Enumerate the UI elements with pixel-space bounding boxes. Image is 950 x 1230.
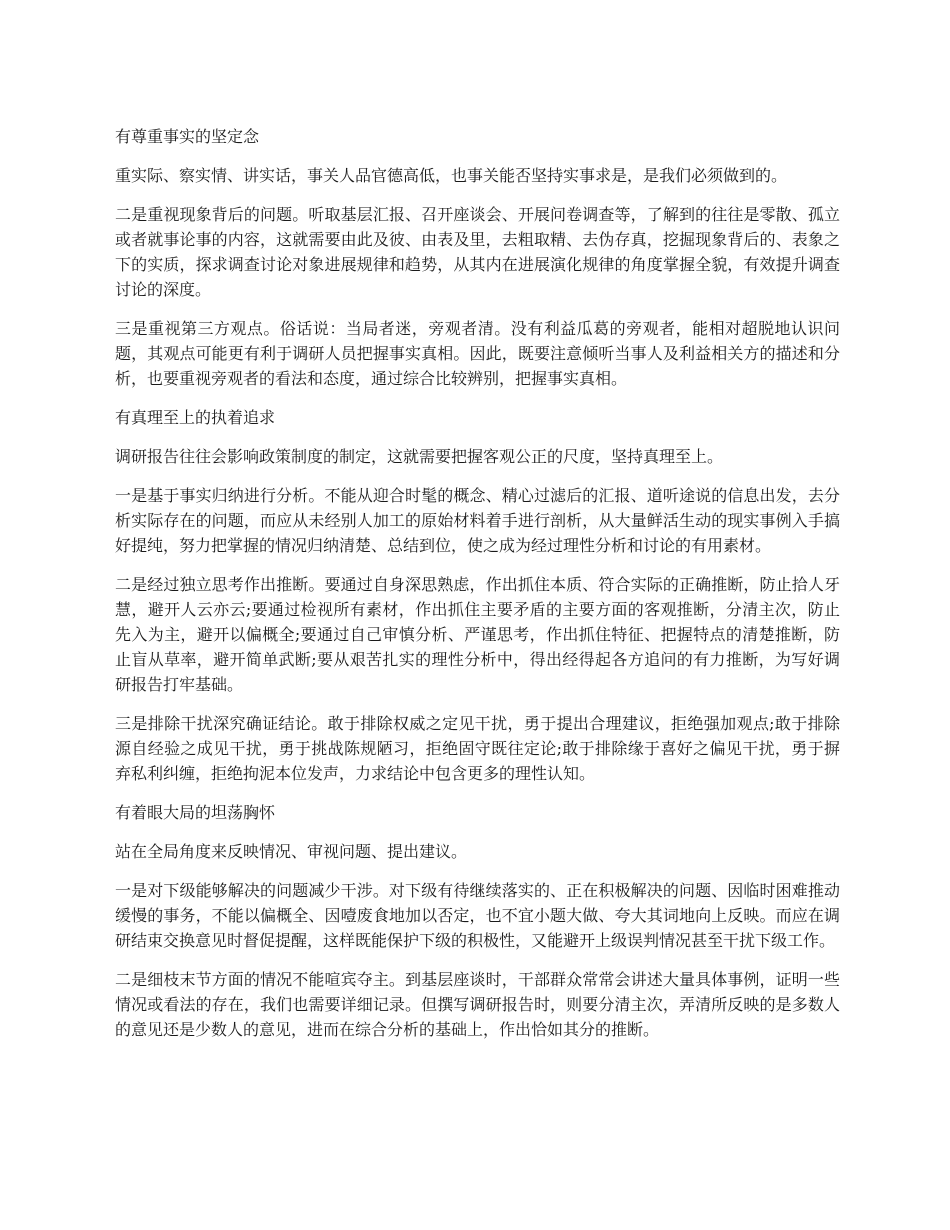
section-heading-truth-first: 有真理至上的执着追求: [115, 408, 276, 427]
paragraph: 三是重视第三方观点。俗话说：当局者迷，旁观者清。没有利益瓜葛的旁观者，能相对超脱地认识问题，其观点可能更有利于调研人员把握事实真相。因此，既要注意倾听当事人及利益相关方的描述和分析，也要重视旁观者的看法和态度，通过综合比较辨别，把握事实真相。: [115, 319, 840, 388]
paragraph: 二是重视现象背后的问题。听取基层汇报、召开座谈会、开展问卷调查等，了解到的往往是零散、孤立或者就事论事的内容，这就需要由此及彼、由表及里，去粗取精、去伪存真，挖掘现象背后的、表象之下的实质，探求调查讨论对象进展规律和趋势，从其内在进展演化规律的角度掌握全貌，有效提升调查讨论的深度。: [115, 205, 840, 299]
paragraph: 二是细枝末节方面的情况不能喧宾夺主。到基层座谈时，干部群众常常会讲述大量具体事例，证明一些情况或看法的存在，我们也需要详细记录。但撰写调研报告时，则要分清主次，弄清所反映的是多数人的意见还是少数人的意见，进而在综合分析的基础上，作出恰如其分的推断。: [115, 970, 840, 1039]
paragraph: 三是排除干扰深究确证结论。敢于排除权威之定见干扰，勇于提出合理建议，拒绝强加观点;敢于排除源自经验之成见干扰，勇于挑战陈规陋习，拒绝固守既往定论;敢于排除缘于喜好之偏见干扰，勇于摒弃私利纠缠，拒绝拘泥本位发声，力求结论中包含更多的理性认知。: [115, 714, 840, 783]
paragraph: 二是经过独立思考作出推断。要通过自身深思熟虑，作出抓住本质、符合实际的正确推断，防止拾人牙慧，避开人云亦云;要通过检视所有素材，作出抓住主要矛盾的主要方面的客观推断，分清主次，防止先入为主，避开以偏概全;要通过自己审慎分析、严谨思考，作出抓住特征、把握特点的清楚推断，防止盲从草率，避开简单武断;要从艰苦扎实的理性分析中，得出经得起各方追问的有力推断，为写好调研报告打牢基础。: [115, 575, 840, 694]
paragraph: 调研报告往往会影响政策制度的制定，这就需要把握客观公正的尺度，坚持真理至上。: [115, 447, 724, 466]
section-heading-big-picture: 有着眼大局的坦荡胸怀: [115, 803, 276, 822]
paragraph: 站在全局角度来反映情况、审视问题、提出建议。: [115, 842, 468, 861]
paragraph: 重实际、察实情、讲实话，事关人品官德高低，也事关能否坚持实事求是，是我们必须做到的。: [115, 166, 788, 185]
paragraph: 一是对下级能够解决的问题减少干涉。对下级有待继续落实的、正在积极解决的问题、因临时困难推动缓慢的事务，不能以偏概全、因噎废食地加以否定，也不宜小题大做、夸大其词地向上反映。而应在调研结束交换意见时督促提醒，这样既能保护下级的积极性，又能避开上级误判情况甚至干扰下级工作。: [115, 881, 840, 950]
paragraph: 一是基于事实归纳进行分析。不能从迎合时髦的概念、精心过滤后的汇报、道听途说的信息出发，去分析实际存在的问题，而应从未经别人加工的原始材料着手进行剖析，从大量鲜活生动的现实事例入手搞好提纯，努力把掌握的情况归纳清楚、总结到位，使之成为经过理性分析和讨论的有用素材。: [115, 486, 840, 555]
section-heading-respect-facts: 有尊重事实的坚定念: [115, 127, 260, 146]
document-body: [115, 124, 840, 1056]
